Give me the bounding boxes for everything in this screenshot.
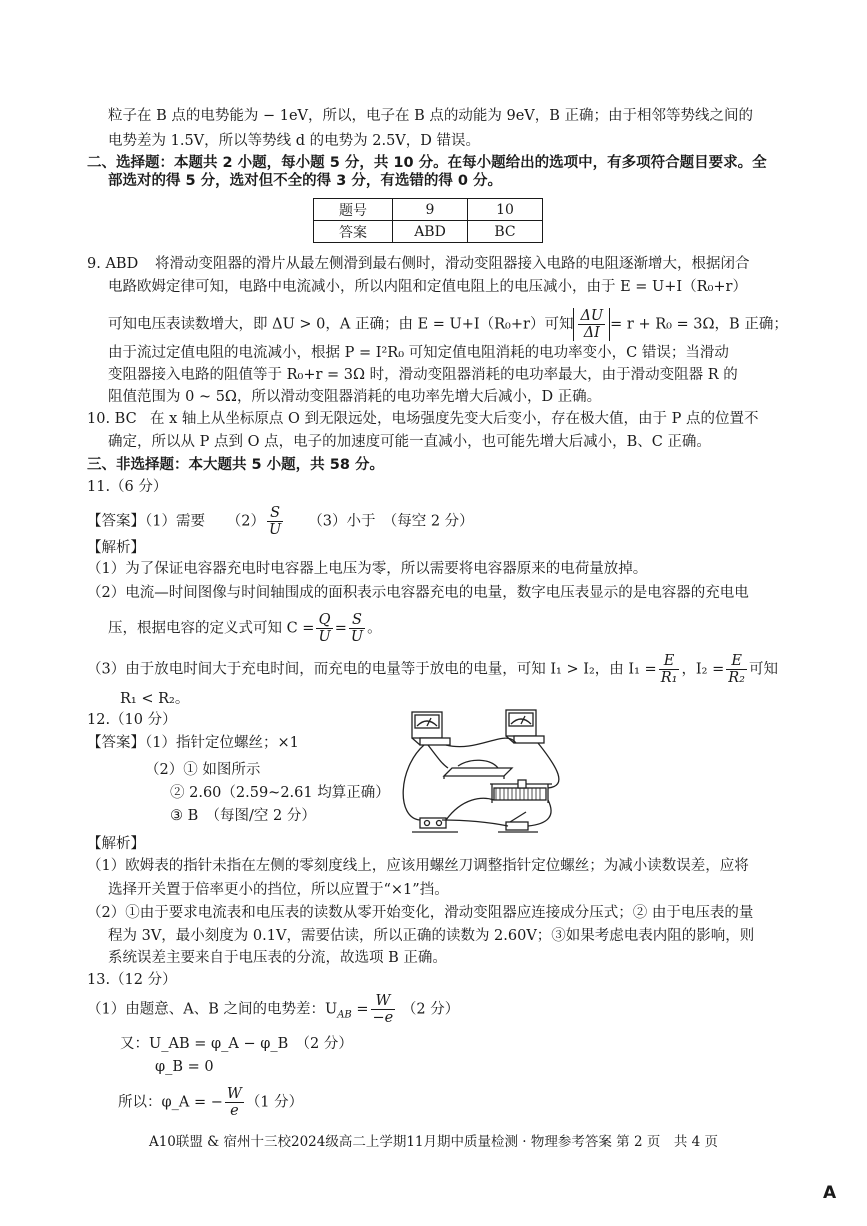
answer-line: 【答案】（1）指针定位螺丝；×1	[87, 735, 299, 751]
table-cell: BC	[468, 221, 543, 243]
numerator: W	[371, 993, 396, 1010]
question-label: 9. ABD	[87, 256, 139, 272]
switch-icon	[506, 822, 528, 830]
text-span: =	[351, 1001, 369, 1018]
text-span: = r + R₀ = 3Ω，B 正确；	[610, 316, 788, 333]
text-line: 将滑动变阻器的滑片从最左侧滑到最右侧时，滑动变阻器接入电路的电阻逐渐增大，根据闭合	[155, 256, 750, 272]
denominator: ΔI	[583, 325, 600, 341]
fraction	[578, 308, 605, 341]
board-icon	[444, 768, 512, 776]
denominator: U	[350, 629, 364, 645]
question-title: 13.（12 分）	[87, 972, 177, 988]
text-line: 电路欧姆定律可知，电路中电流减小，所以内阻和定值电阻上的电压减小，由于 E = U+I（R₀+r）	[108, 279, 747, 295]
text-line: 由于流过定值电阻的电流减小，根据 P = I²R₀ 可知定值电阻消耗的电功率变小，C 错误；当滑动	[108, 345, 729, 361]
answer-table	[313, 198, 543, 243]
denominator: e	[230, 1103, 239, 1119]
question-title: 11.（6 分）	[87, 479, 168, 495]
text-line	[87, 653, 778, 686]
numerator: ΔU	[580, 308, 604, 324]
question-label: 10. BC	[87, 411, 137, 427]
denominator: U	[268, 522, 282, 538]
text-line	[118, 1086, 303, 1119]
text-span: （3）小于 （每空 2 分）	[308, 513, 474, 530]
text-line: 变阻器接入电路的阻值等于 R₀+r = 3Ω 时，滑动变阻器消耗的电功率最大，由于滑动变阻器 R 的	[108, 367, 738, 383]
table-cell: ABD	[393, 221, 468, 243]
numerator: S	[349, 612, 365, 629]
text-span: （1）由题意、A、B 之间的电势差：U	[87, 1001, 338, 1018]
abs-value	[573, 308, 610, 341]
text-line: 电势差为 1.5V，所以等势线 d 的电势为 2.5V，D 错误。	[108, 133, 481, 149]
subscript: AB	[337, 1009, 352, 1021]
text-line: 在 x 轴上从坐标原点 O 到无限远处，电场强度先变大后变小，存在极大值，由于 P 点的位置不	[150, 411, 759, 427]
table-cell: 10	[468, 199, 543, 221]
text-line: 粒子在 B 点的电势能为 − 1eV，所以，电子在 B 点的动能为 9eV，B 正确；由于相邻等势线之间的	[108, 108, 754, 124]
text-span: 所以：φ_A = −	[118, 1094, 223, 1111]
text-line: （1）欧姆表的指针未指在左侧的零刻度线上，应该用螺丝刀调整指针定位螺丝；为减小读数误差，应将	[87, 858, 749, 874]
text-span: 压，根据电容的定义式可知 C =	[108, 620, 315, 637]
numerator: E	[726, 653, 747, 670]
text-line: 系统误差主要来自于电压表的分流，故选项 B 正确。	[108, 950, 447, 966]
answer-line: （2）① 如图所示	[145, 762, 261, 778]
numerator: Q	[316, 612, 332, 629]
text-span: =	[334, 620, 347, 637]
text-line	[87, 993, 459, 1026]
table-cell: 9	[393, 199, 468, 221]
numerator: W	[226, 1086, 242, 1102]
text-span: 可知	[748, 661, 778, 678]
text-span: 可知电压表读数增大，即 ΔU > 0，A 正确；由 E = U+I（R₀+r）可知	[108, 316, 574, 333]
text-line: 程为 3V，最小刻度为 0.1V，需要估读，所以正确的读数为 2.60V；③如果考虑电表内阻的影响，则	[108, 928, 755, 944]
text-line: R₁ < R₂。	[120, 691, 190, 707]
text-line	[108, 308, 788, 341]
text-span: （1 分）	[245, 1094, 304, 1111]
text-line: 又：U_AB = φ_A − φ_B （2 分）	[120, 1036, 353, 1052]
circuit-diagram	[398, 708, 570, 840]
text-span: 。	[367, 620, 382, 637]
text-line: （1）为了保证电容器充电时电容器上电压为零，所以需要将电容器原来的电荷量放掉。	[87, 561, 648, 577]
text-line: 选择开关置于倍率更小的挡位，所以应置于“×1”挡。	[108, 882, 449, 898]
numerator: S	[267, 505, 283, 522]
corner-mark: A	[823, 1183, 837, 1203]
analysis-label: 【解析】	[87, 540, 145, 556]
text-line	[108, 612, 382, 645]
text-line: 阻值范围为 0 ~ 5Ω，所以滑动变阻器消耗的电功率先增大后减小，D 正确。	[108, 389, 602, 405]
text-span: （2 分）	[401, 1001, 460, 1018]
text-line: 确定，所以从 P 点到 O 点，电子的加速度可能一直减小，也可能先增大后减小，B、C 正确。	[108, 434, 711, 450]
text-line: （2）电流—时间图像与时间轴围成的面积表示电容器充电的电量，数字电压表显示的是电容器的充电电	[87, 585, 749, 601]
section-heading: 部选对的得 5 分，选对但不全的得 3 分，有选错的得 0 分。	[108, 173, 503, 189]
denominator: U	[318, 629, 331, 645]
fraction	[371, 993, 396, 1026]
answer-line	[87, 505, 474, 538]
text-span: 【答案】（1）需要 （2）	[87, 513, 265, 530]
text-span: （3）由于放电时间大于充电时间，而充电的电量等于放电的电量，可知 I₁ > I₂，由 I₁ =	[87, 661, 657, 678]
denominator: R₁	[660, 670, 678, 686]
question-title: 12.（10 分）	[87, 712, 177, 728]
section-heading: 三、非选择题：本大题共 5 小题，共 58 分。	[87, 457, 384, 473]
fraction	[349, 612, 365, 645]
fraction	[267, 505, 283, 538]
text-span: ，I₂ =	[681, 661, 725, 678]
denominator: R₂	[728, 670, 745, 686]
fraction	[659, 653, 680, 686]
page-footer: A10联盟 & 宿州十三校2024级高二上学期11月期中质量检测 · 物理参考答案 第 2 页 共 4 页	[148, 1134, 719, 1150]
numerator: E	[659, 653, 680, 670]
denominator: −e	[372, 1010, 394, 1026]
fraction	[225, 1086, 244, 1119]
table-cell: 答案	[314, 221, 393, 243]
answer-line: ② 2.60（2.59~2.61 均算正确）	[170, 785, 390, 801]
analysis-label: 【解析】	[87, 836, 145, 852]
answer-line: ③ B （每图/空 2 分）	[170, 808, 316, 824]
table-cell: 题号	[314, 199, 393, 221]
fraction	[316, 612, 332, 645]
text-line: （2）①由于要求电流表和电压表的读数从零开始变化，滑动变阻器应连接成分压式；② 由于电压表的量	[87, 905, 754, 921]
section-heading: 二、选择题：本题共 2 小题，每小题 5 分，共 10 分。在每小题给出的选项中，有多项符合题目要求。全	[87, 155, 767, 171]
fraction	[726, 653, 747, 686]
text-line: φ_B = 0	[155, 1059, 214, 1075]
